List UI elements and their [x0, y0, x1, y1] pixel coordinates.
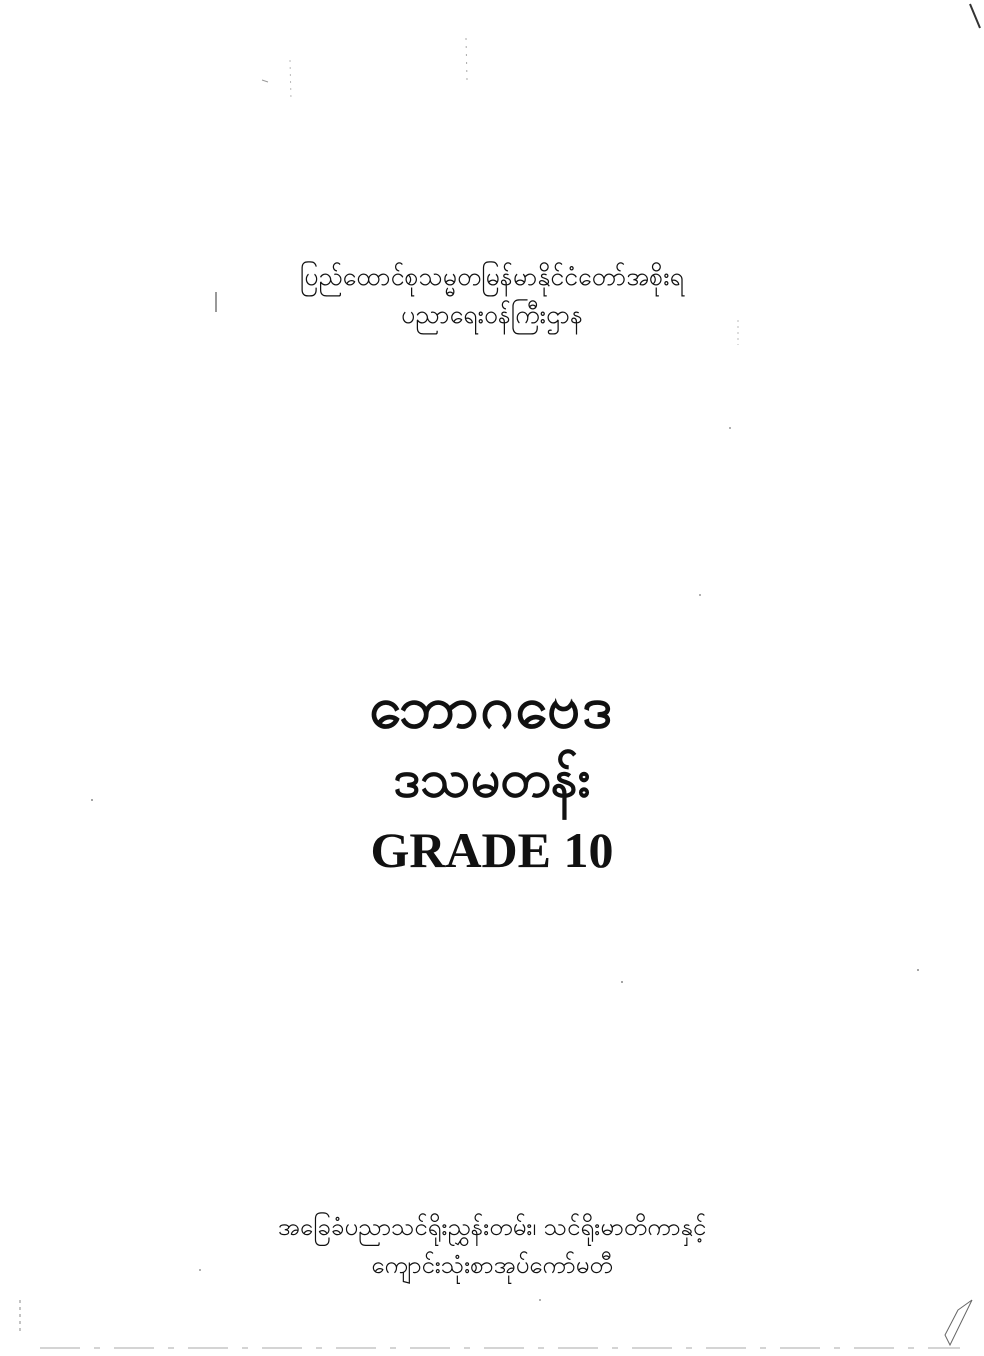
committee-line-1: အခြေခံပညာသင်ရိုးညွှန်းတမ်း၊ သင်ရိုးမာတိကာနှင့်	[277, 1213, 707, 1241]
ministry-name: ပညာရေးဝန်ကြီးဌာန	[400, 300, 584, 329]
grade-title-myanmar: ဒသမတန်း	[393, 749, 591, 809]
subject-title: ဘောဂဗေဒ	[369, 673, 615, 741]
ministry-header	[0, 258, 984, 334]
government-name: ပြည်ထောင်စုသမ္မတမြန်မာနိုင်ငံတော်အစိုးရ	[300, 262, 684, 291]
committee-footer	[0, 1208, 984, 1284]
grade-title-english: GRADE 10	[370, 822, 614, 878]
book-title	[0, 670, 984, 882]
committee-line-2: ကျောင်းသုံးစာအုပ်ကော်မတီ	[371, 1251, 613, 1279]
